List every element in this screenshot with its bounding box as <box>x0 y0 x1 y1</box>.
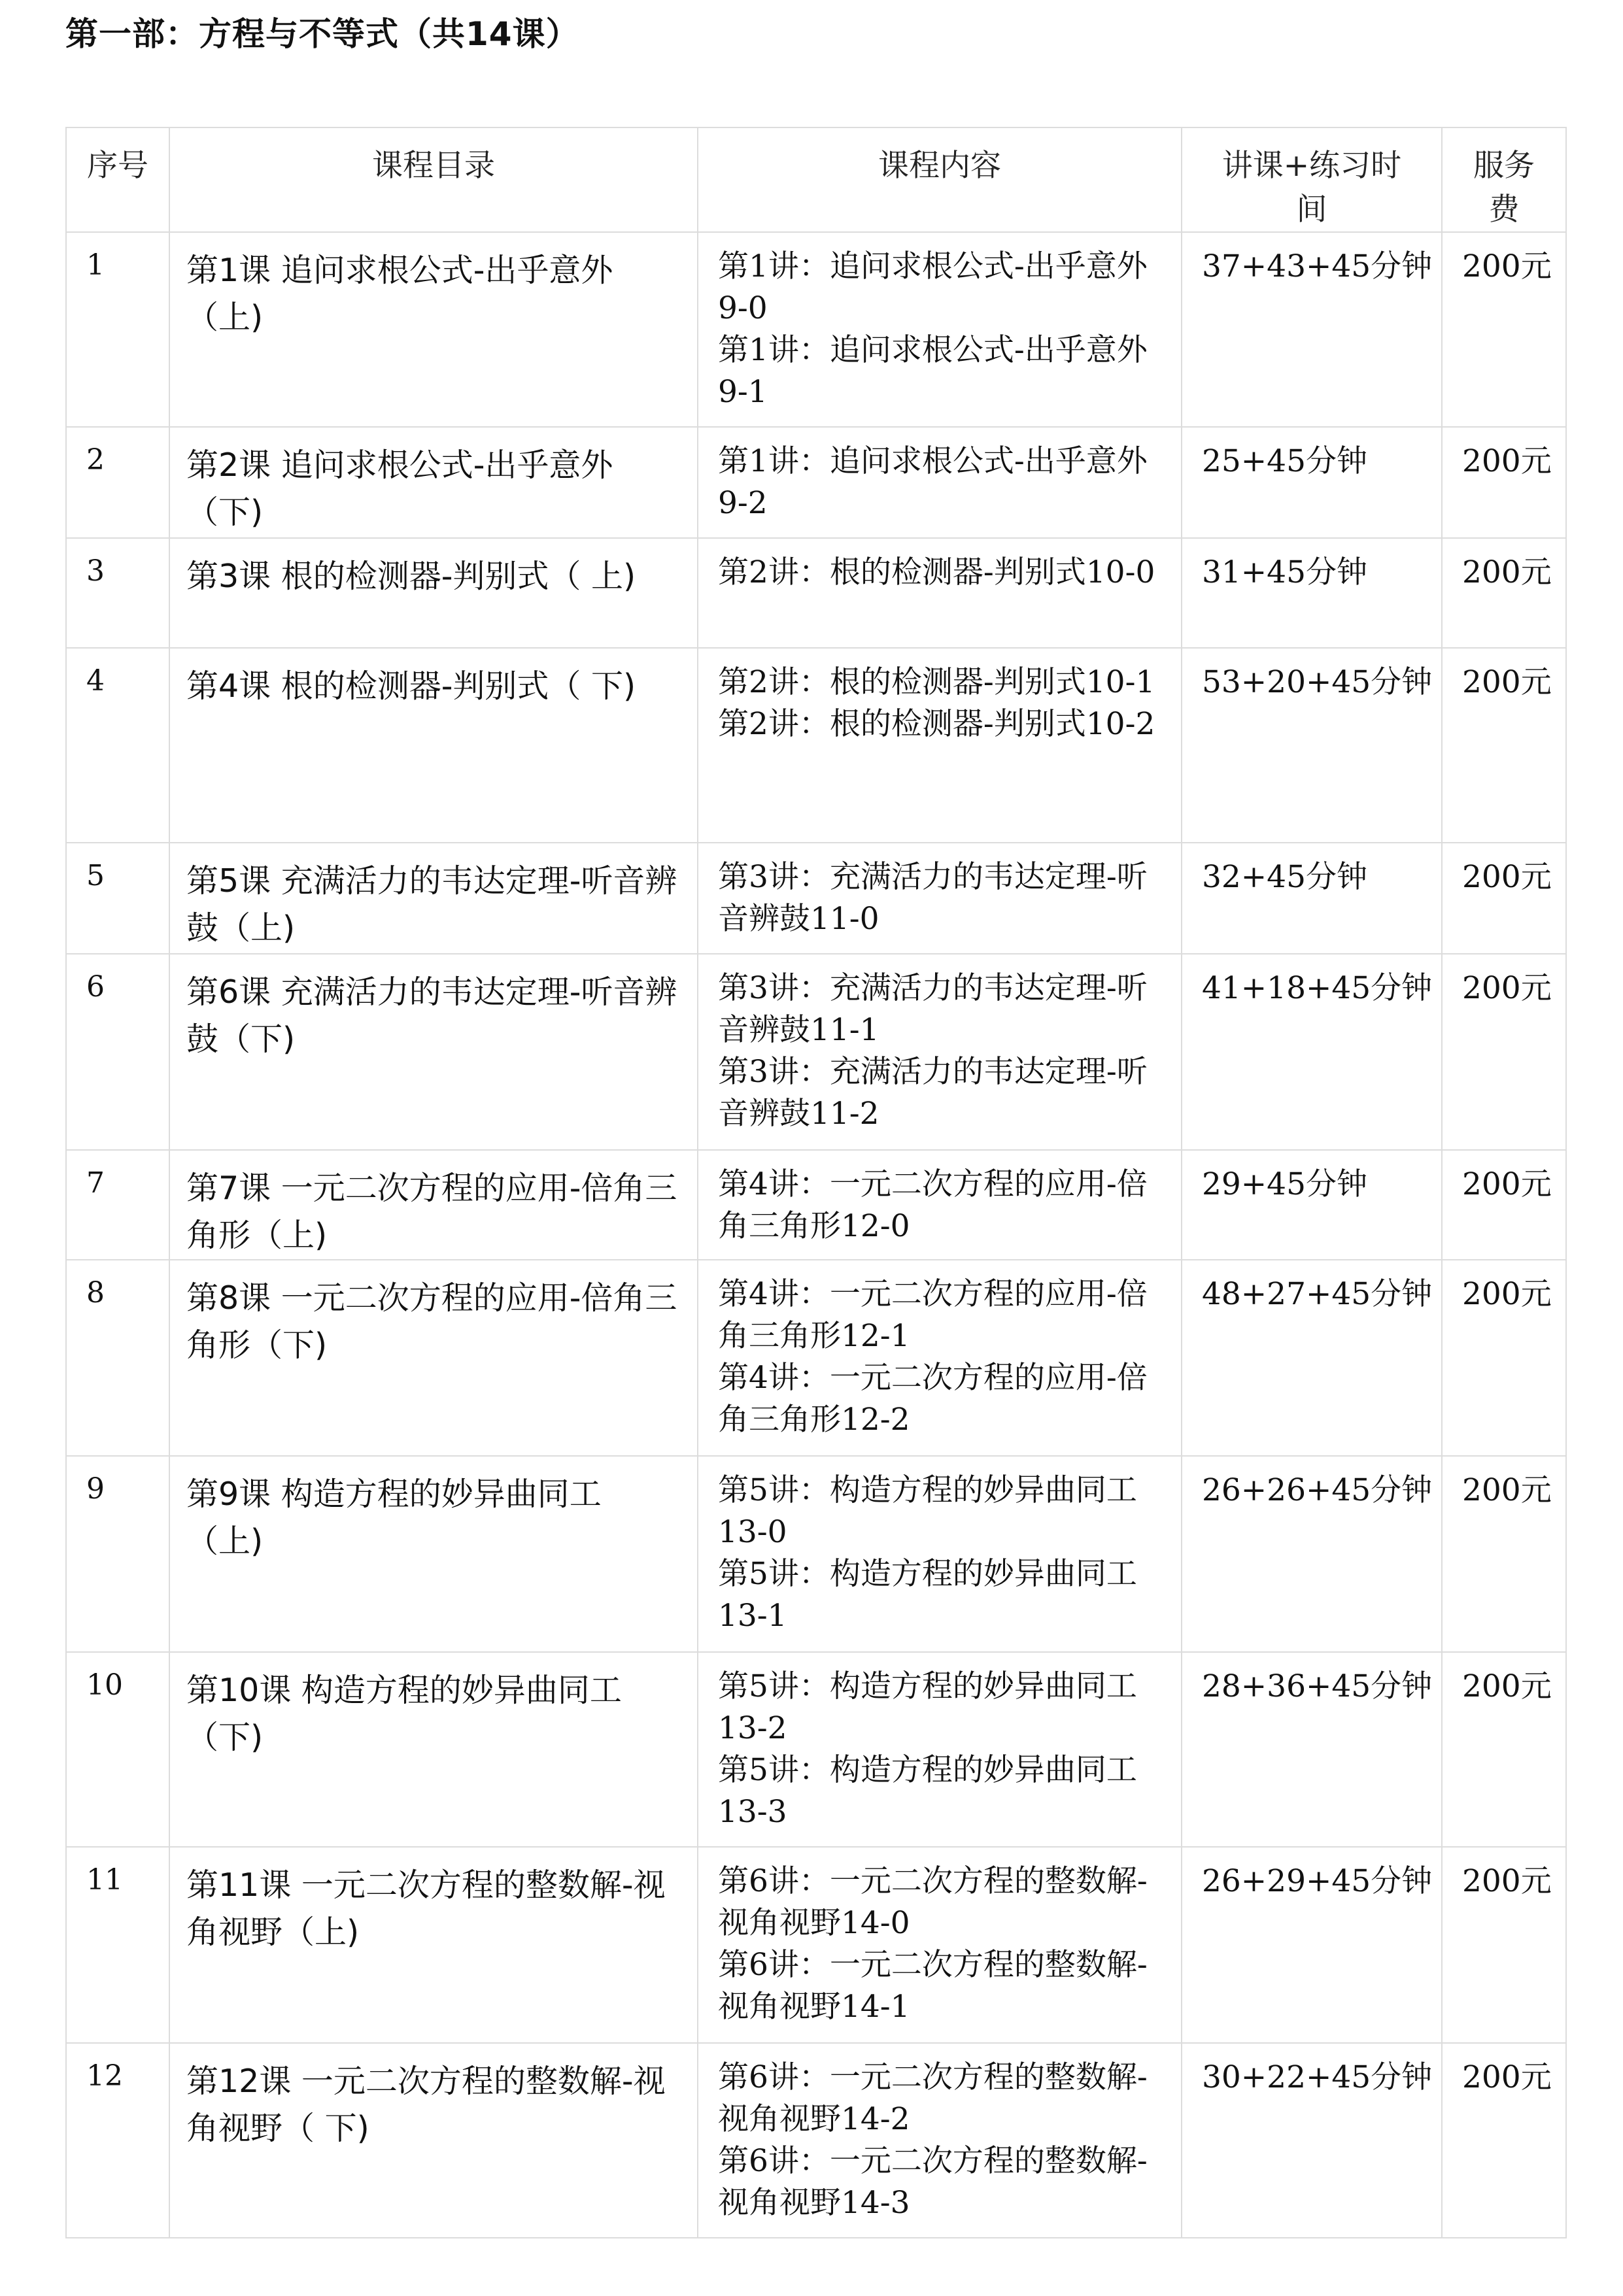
course-directory: 第7课 一元二次方程的应用-倍角三角形（上) <box>169 1150 698 1260</box>
course-content <box>698 1456 1182 1652</box>
lecture-time: 48+27+45分钟 <box>1182 1260 1442 1456</box>
course-directory: 第3课 根的检测器-判别式（ 上) <box>169 538 698 648</box>
service-fee: 200元 <box>1442 2043 1566 2238</box>
table-row <box>66 843 1566 954</box>
page-title: 第一部：方程与不等式（共14课） <box>65 15 579 53</box>
course-content <box>698 1260 1182 1456</box>
service-fee: 200元 <box>1442 232 1566 427</box>
service-fee: 200元 <box>1442 1150 1566 1260</box>
course-directory: 第9课 构造方程的妙异曲同工（上) <box>169 1456 698 1652</box>
content-line: 第6讲：一元二次方程的整数解-视角视野14-2 <box>718 2059 1148 2137</box>
course-directory: 第12课 一元二次方程的整数解-视角视野（ 下) <box>169 2043 698 2238</box>
table-row <box>66 1652 1566 1847</box>
content-line: 第6讲：一元二次方程的整数解-视角视野14-3 <box>718 2143 1148 2221</box>
content-line: 第3讲：充满活力的韦达定理-听音辨鼓11-2 <box>718 1054 1148 1132</box>
row-index: 9 <box>66 1456 169 1652</box>
course-directory: 第1课 追问求根公式-出乎意外（上) <box>169 232 698 427</box>
content-line: 第1讲：追问求根公式-出乎意外9-0 <box>718 248 1148 326</box>
course-content <box>698 1847 1182 2043</box>
table-row <box>66 427 1566 538</box>
row-index: 4 <box>66 648 169 843</box>
course-directory: 第11课 一元二次方程的整数解-视角视野（上) <box>169 1847 698 2043</box>
course-content <box>698 232 1182 427</box>
table-row <box>66 2043 1566 2238</box>
course-directory: 第2课 追问求根公式-出乎意外（下) <box>169 427 698 538</box>
course-directory: 第4课 根的检测器-判别式（ 下) <box>169 648 698 843</box>
header-row <box>66 127 1566 232</box>
row-index: 5 <box>66 843 169 954</box>
content-line: 第5讲：构造方程的妙异曲同工13-3 <box>718 1752 1137 1830</box>
row-index: 11 <box>66 1847 169 2043</box>
service-fee: 200元 <box>1442 427 1566 538</box>
content-line: 第4讲：一元二次方程的应用-倍角三角形12-2 <box>718 1360 1148 1438</box>
row-index: 7 <box>66 1150 169 1260</box>
course-content <box>698 843 1182 954</box>
table-row <box>66 1847 1566 2043</box>
course-directory: 第10课 构造方程的妙异曲同工（下) <box>169 1652 698 1847</box>
course-content <box>698 2043 1182 2238</box>
content-line: 第1讲：追问求根公式-出乎意外9-1 <box>718 332 1148 410</box>
table-row <box>66 1150 1566 1260</box>
course-content <box>698 1652 1182 1847</box>
lecture-time: 25+45分钟 <box>1182 427 1442 538</box>
row-index: 2 <box>66 427 169 538</box>
content-line: 第5讲：构造方程的妙异曲同工13-2 <box>718 1668 1137 1746</box>
table-row <box>66 1456 1566 1652</box>
lecture-time: 26+26+45分钟 <box>1182 1456 1442 1652</box>
service-fee: 200元 <box>1442 1260 1566 1456</box>
content-line: 第5讲：构造方程的妙异曲同工13-0 <box>718 1472 1137 1550</box>
service-fee: 200元 <box>1442 1652 1566 1847</box>
content-line: 第2讲：根的检测器-判别式10-2 <box>718 706 1155 742</box>
course-content <box>698 954 1182 1150</box>
table-row <box>66 648 1566 843</box>
service-fee: 200元 <box>1442 1847 1566 2043</box>
lecture-time: 37+43+45分钟 <box>1182 232 1442 427</box>
lecture-time: 28+36+45分钟 <box>1182 1652 1442 1847</box>
row-index: 3 <box>66 538 169 648</box>
table-row <box>66 232 1566 427</box>
content-line: 第6讲：一元二次方程的整数解-视角视野14-0 <box>718 1863 1148 1941</box>
table-row <box>66 1260 1566 1456</box>
lecture-time: 29+45分钟 <box>1182 1150 1442 1260</box>
content-line: 第1讲：追问求根公式-出乎意外9-2 <box>718 443 1148 521</box>
header-directory: 课程目录 <box>169 127 698 232</box>
content-line: 第3讲：充满活力的韦达定理-听音辨鼓11-0 <box>718 859 1148 937</box>
content-line: 第6讲：一元二次方程的整数解-视角视野14-1 <box>718 1947 1148 2025</box>
course-content <box>698 538 1182 648</box>
header-time: 讲课+练习时间 <box>1182 127 1442 232</box>
course-content <box>698 648 1182 843</box>
course-directory: 第8课 一元二次方程的应用-倍角三角形（下) <box>169 1260 698 1456</box>
header-content: 课程内容 <box>698 127 1182 232</box>
lecture-time: 26+29+45分钟 <box>1182 1847 1442 2043</box>
content-line: 第3讲：充满活力的韦达定理-听音辨鼓11-1 <box>718 970 1148 1048</box>
lecture-time: 53+20+45分钟 <box>1182 648 1442 843</box>
row-index: 10 <box>66 1652 169 1847</box>
content-line: 第2讲：根的检测器-判别式10-0 <box>718 554 1155 590</box>
lecture-time: 31+45分钟 <box>1182 538 1442 648</box>
table-row <box>66 538 1566 648</box>
course-table <box>65 127 1567 2238</box>
header-index: 序号 <box>66 127 169 232</box>
content-line: 第5讲：构造方程的妙异曲同工13-1 <box>718 1556 1137 1634</box>
content-line: 第4讲：一元二次方程的应用-倍角三角形12-0 <box>718 1166 1148 1244</box>
lecture-time: 30+22+45分钟 <box>1182 2043 1442 2238</box>
service-fee: 200元 <box>1442 648 1566 843</box>
table-row <box>66 954 1566 1150</box>
lecture-time: 32+45分钟 <box>1182 843 1442 954</box>
service-fee: 200元 <box>1442 954 1566 1150</box>
row-index: 1 <box>66 232 169 427</box>
row-index: 12 <box>66 2043 169 2238</box>
course-content <box>698 1150 1182 1260</box>
content-line: 第4讲：一元二次方程的应用-倍角三角形12-1 <box>718 1276 1148 1354</box>
service-fee: 200元 <box>1442 843 1566 954</box>
service-fee: 200元 <box>1442 538 1566 648</box>
content-line: 第2讲：根的检测器-判别式10-1 <box>718 664 1155 700</box>
row-index: 6 <box>66 954 169 1150</box>
course-content <box>698 427 1182 538</box>
header-fee: 服务费 <box>1442 127 1566 232</box>
course-directory: 第6课 充满活力的韦达定理-听音辨鼓（下) <box>169 954 698 1150</box>
lecture-time: 41+18+45分钟 <box>1182 954 1442 1150</box>
course-directory: 第5课 充满活力的韦达定理-听音辨鼓（上) <box>169 843 698 954</box>
service-fee: 200元 <box>1442 1456 1566 1652</box>
row-index: 8 <box>66 1260 169 1456</box>
